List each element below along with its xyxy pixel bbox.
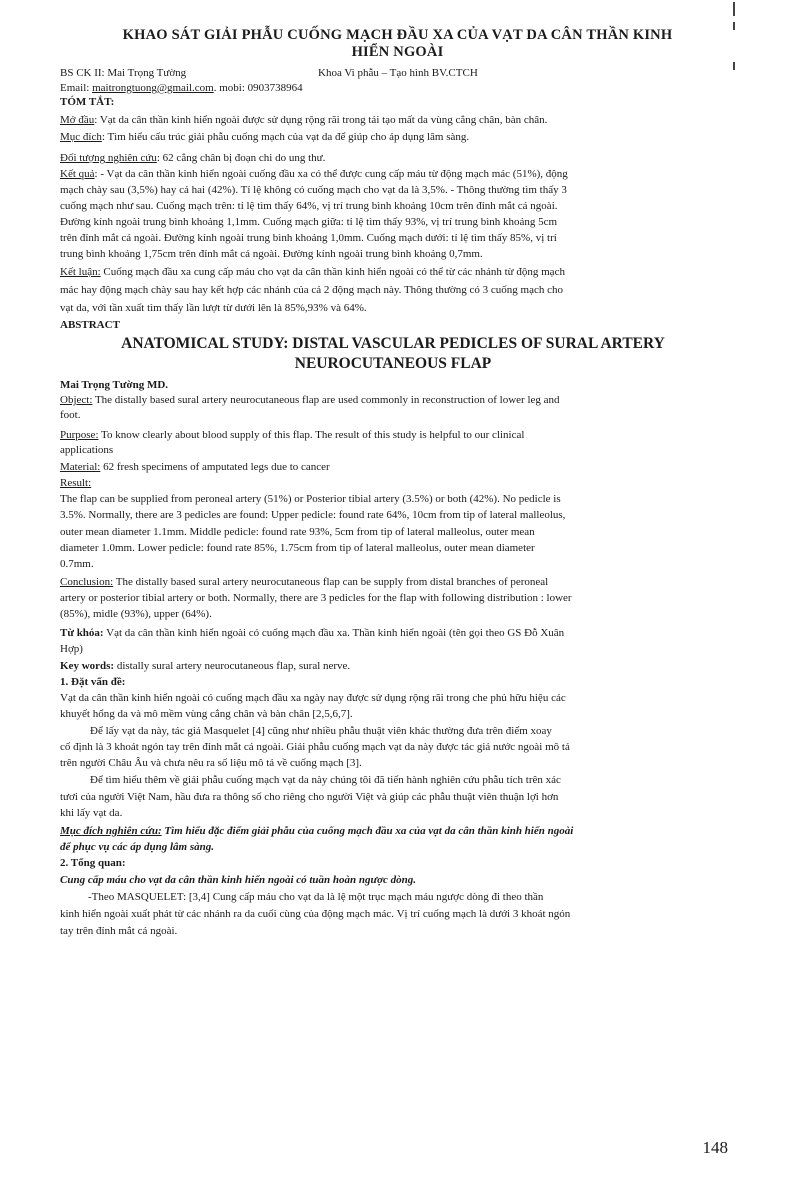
contact-line: [60, 81, 726, 95]
scan-mark: [733, 2, 735, 16]
purpose-label: Purpose:: [60, 429, 99, 441]
s1-p2-l2: cố định là 3 khoát ngón tay trên đỉnh mắt cá ngoài. Giải phẫu cuống mạch vạt da này được tác giả nước ngoài mô tả: [60, 741, 570, 753]
conclusion-label: Kết luận:: [60, 266, 101, 278]
aim-text: : Tìm hiểu cấu trúc giải phẫu cuống mạch của vạt da để giúp cho áp dụng lâm sàng.: [101, 131, 470, 143]
abstract-heading: ABSTRACT: [60, 319, 120, 331]
abstract-author: Mai Trọng Tường MD.: [60, 379, 169, 391]
paper-title-vn-line1: KHAO SÁT GIẢI PHẪU CUỐNG MẠCH ĐẦU XA CỦA VẠT DA CÂN THẦN KINH: [122, 27, 673, 43]
summary-subject: [60, 151, 726, 165]
summary-heading: TÓM TẮT:: [60, 96, 115, 108]
s1-aim-label: Mục đích nghiên cứu:: [60, 825, 162, 837]
s2-p1-l2: kinh hiển ngoài xuất phát từ các nhánh ra da cuối cùng của động mạch mác. Vị trí cuống mạch là dưới 3 khoát ngón: [60, 908, 571, 920]
summary-result-l6: trung bình khoảng 1,75cm trên đỉnh mắt cá ngoài. Đường kính ngoài trung bình khoảng 0,7mm.: [60, 248, 483, 260]
material-label: Material:: [60, 461, 101, 473]
scan-mark: [733, 62, 735, 70]
material-text: 62 fresh specimens of amputated legs due to cancer: [100, 461, 330, 473]
keywords-en-label: Key words:: [60, 660, 115, 672]
objective-label: Object:: [60, 394, 93, 406]
subject-label: Đối tượng nghiên cứu: [60, 152, 157, 164]
summary-conclusion-l1: [60, 265, 726, 279]
result-label: Kết quả: [60, 168, 95, 180]
s1-p1-l1: Vạt da cân thần kinh hiển ngoài có cuống mạch đầu xa ngày nay được sử dụng rộng rãi trong che phủ hữu hiệu các: [60, 692, 566, 704]
conclusion-text: Cuống mạch đầu xa cung cấp máu cho vạt da cân thần kinh hiển ngoài có thể từ các nhánh từ động mạch: [100, 266, 565, 278]
abstract-result-l4: diameter 1.0mm. Lower pedicle: found rate 85%, 1.75cm from tip of lateral malleolus, outer mean diameter: [60, 542, 535, 554]
intro-text: : Vạt da cân thần kinh hiển ngoài được sử dụng rộng rãi trong tái tạo mất da vùng cẳng chân, bàn chân.: [94, 114, 548, 126]
section-2-heading: 2. Tổng quan:: [60, 857, 126, 869]
s2-p1-l3: tay trên đỉnh mắt cá ngoài.: [60, 925, 178, 937]
keywords-vn-l2: Hợp): [60, 643, 83, 655]
s1-p2-l3: trên người Châu Âu và chưa nêu ra số liệu mô tả về cuống mạch [3].: [60, 757, 362, 769]
abstract-material: [60, 460, 726, 474]
aim-label: Mục đích: [60, 131, 102, 143]
abstract-result-l3: outer mean diameter 1.1mm. Middle pedicle: found rate 93%, 5cm from tip of lateral malleolus, outer mean: [60, 526, 535, 538]
s1-p2-l1: Để lấy vạt da này, tác giả Masquelet [4] cũng như nhiều phẫu thuật viên khác thường đưa trên điểm xoay: [90, 725, 552, 737]
summary-conclusion-l3: vạt da, với tần xuất tìm thấy lần lượt từ dưới lên là 85%,93% và 64%.: [60, 302, 367, 314]
summary-result-l3: cuống mạch như sau. Cuống mạch trên: tỉ lệ tìm thấy 64%, vị trí trung bình khoảng 10cm trên đỉnh mắt cá ngoài.: [60, 200, 558, 212]
abstract-title-line2: NEUROCUTANEOUS FLAP: [294, 355, 492, 372]
page-number: 148: [702, 1138, 728, 1157]
abstract-conclusion-text: The distally based sural artery neurocutaneous flap can be supply from distal branches of peroneal: [113, 576, 549, 588]
abstract-objective-l2: foot.: [60, 409, 81, 421]
department: Khoa Vi phẫu – Tạo hình BV.CTCH: [318, 67, 478, 79]
author-line: [60, 66, 726, 80]
s1-p3-l3: khi lấy vạt da.: [60, 807, 123, 819]
intro-label: Mở đầu: [60, 114, 95, 126]
author-name: BS CK II: Mai Trọng Tường: [60, 67, 187, 79]
email-link[interactable]: maitrongtuong@gmail.com: [92, 82, 214, 94]
abstract-result-label: Result:: [60, 477, 92, 489]
keywords-vn-text: Vạt da cân thần kinh hiển ngoài có cuống mạch đầu xa. Thần kinh hiển ngoài (tên gọi theo GS Đỗ Xuân: [103, 627, 565, 639]
abstract-result-l5: 0.7mm.: [60, 558, 94, 570]
section-1-heading: 1. Đặt vấn đề:: [60, 676, 126, 688]
summary-result-l2: mạch chày sau (3,5%) hay cả hai (42%). Tỉ lệ không có cuống mạch cho vạt da là 3,5%. - Thông thường tìm thấy 3: [60, 184, 567, 196]
s2-subheading: Cung cấp máu cho vạt da cân thần kinh hiển ngoài có tuần hoàn ngược dòng.: [60, 874, 417, 886]
s1-aim-l1: [60, 824, 726, 838]
abstract-conclusion-label: Conclusion:: [60, 576, 114, 588]
s1-p1-l2: khuyết hổng da và mô mềm vùng cẳng chân và bàn chân [2,5,6,7].: [60, 708, 353, 720]
abstract-conclusion-l2: artery or posterior tibial artery or both. Normally, there are 3 pedicles for the flap with following distribution : lower: [60, 592, 572, 604]
subject-text: : 62 cẳng chân bị đoạn chi do ung thư.: [156, 152, 326, 164]
paper-title-vn-line2: HIỂN NGOÀI: [351, 44, 444, 60]
s2-p1-l1: -Theo MASQUELET: [3,4] Cung cấp máu cho vạt da là lệ một trục mạch máu ngược dòng đi theo thần: [88, 891, 544, 903]
summary-result-l1: [60, 167, 726, 181]
s1-p3-l2: tươi của người Việt Nam, hầu đưa ra thông số cho riêng cho người Việt và giúp các phẫu thuật viên thuận lợi hơn: [60, 791, 559, 803]
abstract-conclusion-l1: [60, 575, 726, 589]
abstract-objective-l1: [60, 393, 726, 407]
s1-p3-l1: Để tìm hiểu thêm về giải phẫu cuống mạch vạt da này chúng tôi đã tiến hành nghiên cứu phẫu tích trên xác: [90, 774, 561, 786]
mobile-number: . mobi: 0903738964: [213, 82, 303, 94]
abstract-result-l1: The flap can be supplied from peroneal artery (51%) or Posterior tibial artery (3.5%) or both (42%). No pedicle is: [60, 493, 561, 505]
summary-intro: [60, 113, 726, 127]
s1-aim-l2: để phục vụ các áp dụng lâm sàng.: [60, 841, 215, 853]
abstract-title-line1: ANATOMICAL STUDY: DISTAL VASCULAR PEDICLES OF SURAL ARTERY: [121, 335, 665, 352]
abstract-result-l2: 3.5%. Normally, there are 3 pedicles are found: Upper pedicle: found rate 64%, 10cm from tip of lateral malleolus,: [60, 509, 566, 521]
summary-aim: [60, 130, 726, 144]
s1-aim-text: Tìm hiểu đặc điểm giải phẫu của cuống mạch đầu xa của vạt da cân thần kinh hiển ngoài: [161, 825, 574, 837]
summary-conclusion-l2: mác hay động mạch chày sau hay kết hợp các nhánh của cả 2 động mạch này. Thông thường có 3 cuống mạch cho: [60, 284, 563, 296]
objective-text: The distally based sural artery neurocutaneous flap are used commonly in reconstruction of lower leg and: [92, 394, 560, 406]
summary-result-l5: trên đỉnh mắt cá ngoài. Đường kính ngoài trung bình khoảng 1,0mm. Cuống mạch dưới: tỉ lệ tìm thấy 85%, vị trí: [60, 232, 557, 244]
scan-mark: [733, 22, 735, 30]
keywords-vn-l1: [60, 626, 726, 640]
abstract-conclusion-l3: (85%), midle (93%), upper (64%).: [60, 608, 212, 620]
abstract-purpose-l2: applications: [60, 444, 114, 456]
keywords-vn-label: Từ khóa:: [60, 627, 104, 639]
result-text: : - Vạt da cân thần kinh hiển ngoài cuống đầu xa có thể được cung cấp máu từ động mạch mác (51%), động: [94, 168, 568, 180]
keywords-en: [60, 659, 726, 673]
email-label: Email:: [60, 82, 93, 94]
abstract-purpose-l1: [60, 428, 726, 442]
purpose-text: To know clearly about blood supply of this flap. The result of this study is helpful to our clinical: [98, 429, 525, 441]
keywords-en-text: distally sural artery neurocutaneous flap, sural nerve.: [114, 660, 351, 672]
summary-result-l4: Đường kính ngoài trung bình khoảng 1,1mm. Cuống mạch giữa: tỉ lệ tìm thấy 93%, vị trí trung bình khoảng 5cm: [60, 216, 558, 228]
